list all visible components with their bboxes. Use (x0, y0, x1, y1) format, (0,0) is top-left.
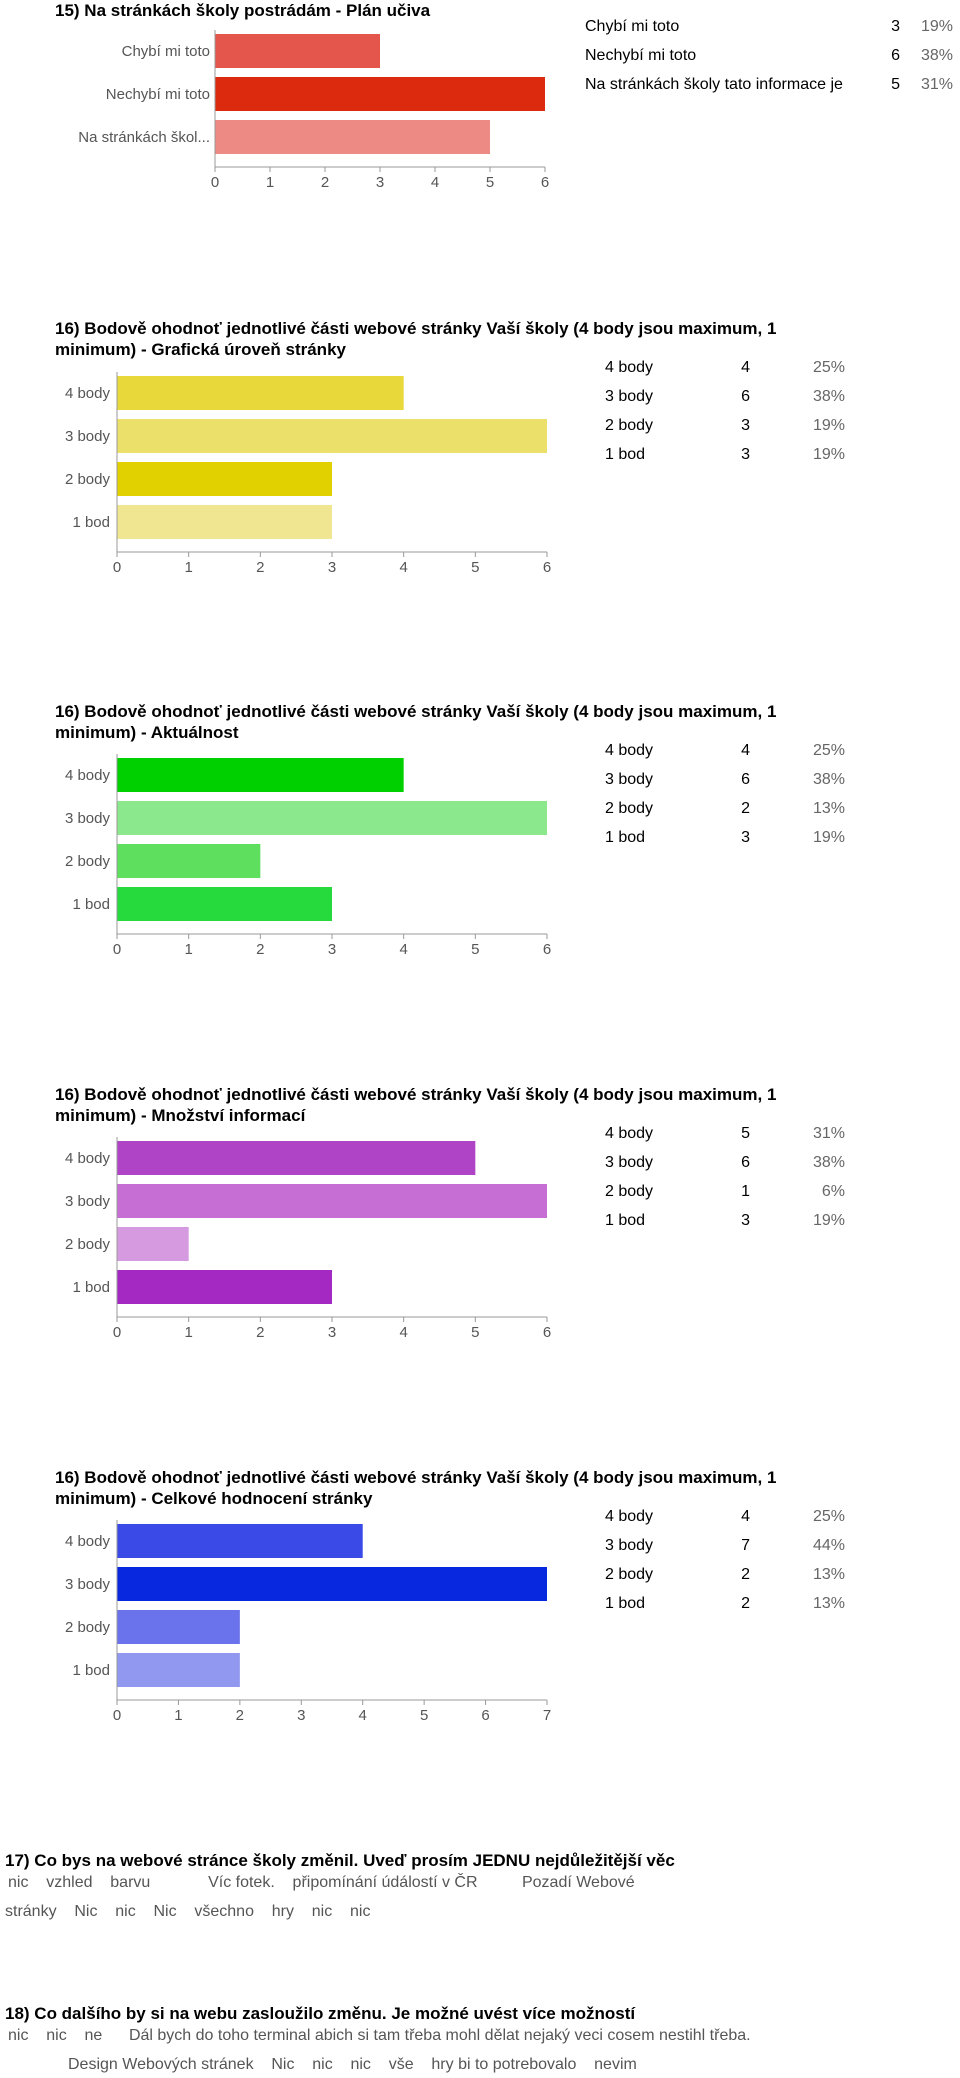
x-tick-label-4: 4 (430, 174, 440, 191)
summary-row (605, 769, 855, 791)
summary-row (605, 1152, 855, 1174)
x-tick-label-5: 5 (471, 559, 480, 576)
summary-percent: 6% (821, 1183, 845, 1200)
question-16-actuality-title: 16) Bodově ohodnoť jednotlivé části webové stránky Vaší školy (4 body jsou maximum, 1 minimum) - Aktuálnost (55, 702, 777, 742)
summary-row (585, 74, 955, 96)
question-16-overall-chart (50, 1518, 570, 1728)
category-label-1: 3 body (64, 1576, 110, 1593)
summary-count: 2 (741, 800, 750, 817)
summary-label: Na stránkách školy tato informace je (585, 76, 843, 93)
summary-count: 6 (741, 771, 750, 788)
summary-count: 3 (891, 18, 900, 35)
category-label-3: 1 bod (72, 1662, 110, 1679)
summary-percent: 38% (812, 771, 845, 788)
x-tick-label-0: 0 (112, 1707, 122, 1724)
summary-count: 3 (741, 446, 750, 463)
x-tick-label-1: 1 (174, 1707, 183, 1724)
category-label-0: 4 body (64, 767, 110, 784)
x-tick-label-2: 2 (256, 1324, 265, 1341)
summary-count: 4 (741, 359, 750, 376)
summary-label: 4 body (605, 1125, 654, 1142)
category-label-0: 4 body (64, 1150, 110, 1167)
x-tick-label-6: 6 (542, 941, 552, 958)
summary-row (605, 444, 855, 466)
category-label-1: 3 body (64, 810, 110, 827)
summary-percent: 19% (812, 417, 845, 434)
question-16-amount-chart (50, 1135, 570, 1345)
question-16-actuality-chart (50, 752, 570, 962)
category-label-0: 4 body (64, 1533, 110, 1550)
summary-label: 2 body (605, 417, 654, 434)
summary-percent: 44% (812, 1537, 845, 1554)
summary-count: 5 (891, 76, 900, 93)
summary-label: 1 bod (605, 446, 646, 463)
summary-label: 3 body (605, 1154, 654, 1171)
question-16-amount-title: 16) Bodově ohodnoť jednotlivé části webové stránky Vaší školy (4 body jsou maximum, 1 minimum) - Množství informací (55, 1085, 777, 1125)
question-16-actuality-summary (605, 740, 855, 846)
summary-percent: 19% (920, 18, 953, 35)
question-16-graphics-summary (605, 357, 855, 463)
summary-count: 2 (741, 1566, 750, 1583)
summary-percent: 31% (812, 1125, 845, 1142)
summary-count: 3 (741, 417, 750, 434)
x-tick-label-0: 0 (112, 1324, 122, 1341)
summary-row (605, 1535, 855, 1557)
summary-row (605, 740, 855, 762)
summary-row (585, 45, 955, 67)
category-label-3: 1 bod (72, 1279, 110, 1296)
question-16-graphics-title: 16) Bodově ohodnoť jednotlivé části webové stránky Vaší školy (4 body jsou maximum, 1 minimum) - Grafická úroveň stránky (55, 319, 777, 359)
summary-percent: 38% (812, 1154, 845, 1171)
summary-row (605, 1181, 855, 1203)
bar-3 (117, 887, 332, 921)
x-tick-label-0: 0 (112, 941, 122, 958)
x-tick-label-2: 2 (256, 941, 265, 958)
summary-row (605, 1123, 855, 1145)
question-18-title: 18) Co dalšího by si na webu zasloužilo změnu. Je možné uvést více možností (5, 2004, 636, 2023)
bar-0 (117, 1524, 363, 1558)
x-tick-label-5: 5 (471, 941, 480, 958)
summary-percent: 31% (920, 76, 953, 93)
question-18-responses-line1: nic nic ne Dál bych do toho terminal abich si tam třeba mohl dělat nejaký veci cosem nestihl třeba. (8, 2027, 751, 2044)
summary-label: 1 bod (605, 1212, 646, 1229)
summary-percent: 25% (812, 1508, 845, 1525)
bar-0 (117, 1141, 475, 1175)
x-tick-label-0: 0 (112, 559, 122, 576)
summary-count: 4 (741, 742, 750, 759)
question-17-responses-line2: stránky Nic nic Nic všechno hry nic nic (5, 1903, 371, 1920)
category-label-3: 1 bod (72, 514, 110, 531)
summary-percent: 19% (812, 1212, 845, 1229)
question-17-title: 17) Co bys na webové stránce školy změnil. Uveď prosím JEDNU nejdůležitější věc (5, 1851, 675, 1870)
bar-1 (215, 77, 545, 111)
category-label-0: 4 body (64, 385, 110, 402)
bar-0 (117, 376, 404, 410)
x-tick-label-3: 3 (375, 174, 385, 191)
summary-percent: 19% (812, 446, 845, 463)
summary-row (605, 798, 855, 820)
summary-count: 5 (741, 1125, 750, 1142)
x-tick-label-2: 2 (320, 174, 330, 191)
summary-percent: 38% (812, 388, 845, 405)
x-tick-label-2: 2 (256, 559, 265, 576)
question-15-chart (50, 22, 570, 192)
summary-label: 2 body (605, 1183, 654, 1200)
x-tick-label-3: 3 (297, 1707, 306, 1724)
x-tick-label-5: 5 (485, 174, 495, 191)
bar-3 (117, 1653, 240, 1687)
summary-percent: 13% (812, 1595, 845, 1612)
x-tick-label-1: 1 (184, 941, 193, 958)
summary-percent: 13% (812, 1566, 845, 1583)
summary-count: 2 (741, 1595, 750, 1612)
summary-count: 3 (741, 829, 750, 846)
summary-row (605, 827, 855, 849)
bar-1 (117, 801, 547, 835)
summary-label: 3 body (605, 388, 654, 405)
summary-row (605, 1506, 855, 1528)
category-label-1: 3 body (64, 1193, 110, 1210)
x-tick-label-7: 7 (542, 1707, 552, 1724)
summary-row (605, 1593, 855, 1615)
summary-label: 4 body (605, 359, 654, 376)
summary-label: 1 bod (605, 1595, 646, 1612)
x-tick-label-6: 6 (542, 559, 552, 576)
category-label-1: 3 body (64, 428, 110, 445)
category-label-1: Nechybí mi toto (105, 86, 210, 103)
summary-row (605, 357, 855, 379)
summary-row (605, 415, 855, 437)
summary-label: Nechybí mi toto (585, 47, 697, 64)
bar-3 (117, 505, 332, 539)
summary-percent: 38% (920, 47, 953, 64)
summary-label: 2 body (605, 1566, 654, 1583)
category-label-2: 2 body (64, 1236, 110, 1253)
summary-percent: 19% (812, 829, 845, 846)
question-17-responses-line1: nic vzhled barvu Víc fotek. připomínání údálostí v ČR Pozadí Webové (8, 1874, 635, 1891)
bar-2 (117, 1610, 240, 1644)
category-label-2: Na stránkách škol... (78, 129, 210, 146)
question-16-graphics-chart (50, 370, 570, 580)
summary-label: 4 body (605, 1508, 654, 1525)
x-tick-label-1: 1 (265, 174, 275, 191)
x-tick-label-4: 4 (399, 941, 408, 958)
bar-2 (117, 1227, 189, 1261)
x-tick-label-4: 4 (358, 1707, 367, 1724)
bar-0 (117, 758, 404, 792)
summary-count: 6 (891, 47, 900, 64)
question-16-amount-summary (605, 1123, 855, 1229)
summary-count: 3 (741, 1212, 750, 1229)
summary-row (585, 16, 955, 38)
x-tick-label-4: 4 (399, 1324, 408, 1341)
summary-percent: 25% (812, 742, 845, 759)
x-tick-label-3: 3 (327, 559, 337, 576)
bar-2 (215, 120, 490, 154)
question-18-responses-line2: Design Webových stránek Nic nic nic vše hry bi to potrebovalo nevim (68, 2056, 637, 2073)
category-label-2: 2 body (64, 471, 110, 488)
category-label-0: Chybí mi toto (121, 43, 210, 60)
summary-label: 3 body (605, 1537, 654, 1554)
x-tick-label-1: 1 (184, 1324, 193, 1341)
summary-count: 6 (741, 388, 750, 405)
summary-label: Chybí mi toto (585, 18, 680, 35)
question-15-title: 15) Na stránkách školy postrádám - Plán učiva (55, 1, 431, 20)
category-label-2: 2 body (64, 1619, 110, 1636)
summary-label: 2 body (605, 800, 654, 817)
x-tick-label-6: 6 (540, 174, 550, 191)
summary-count: 6 (741, 1154, 750, 1171)
x-tick-label-0: 0 (210, 174, 220, 191)
x-tick-label-5: 5 (419, 1707, 429, 1724)
summary-label: 4 body (605, 742, 654, 759)
x-tick-label-6: 6 (542, 1324, 552, 1341)
summary-row (605, 386, 855, 408)
bar-1 (117, 1184, 547, 1218)
summary-row (605, 1564, 855, 1586)
x-tick-label-5: 5 (471, 1324, 480, 1341)
summary-row (605, 1210, 855, 1232)
category-label-2: 2 body (64, 853, 110, 870)
x-tick-label-1: 1 (184, 559, 193, 576)
summary-label: 3 body (605, 771, 654, 788)
bar-3 (117, 1270, 332, 1304)
summary-count: 4 (741, 1508, 750, 1525)
category-label-3: 1 bod (72, 896, 110, 913)
x-tick-label-3: 3 (327, 1324, 337, 1341)
summary-percent: 25% (812, 359, 845, 376)
x-tick-label-4: 4 (399, 559, 408, 576)
question-16-overall-title: 16) Bodově ohodnoť jednotlivé části webové stránky Vaší školy (4 body jsou maximum, 1 minimum) - Celkové hodnocení stránky (55, 1468, 777, 1508)
summary-percent: 13% (812, 800, 845, 817)
bar-0 (215, 34, 380, 68)
bar-1 (117, 1567, 547, 1601)
summary-count: 1 (741, 1183, 750, 1200)
x-tick-label-3: 3 (327, 941, 337, 958)
bar-2 (117, 462, 332, 496)
x-tick-label-6: 6 (481, 1707, 490, 1724)
bar-2 (117, 844, 260, 878)
question-16-overall-summary (605, 1506, 855, 1612)
summary-count: 7 (741, 1537, 750, 1554)
x-tick-label-2: 2 (235, 1707, 245, 1724)
bar-1 (117, 419, 547, 453)
summary-label: 1 bod (605, 829, 646, 846)
question-15-summary (585, 16, 955, 96)
